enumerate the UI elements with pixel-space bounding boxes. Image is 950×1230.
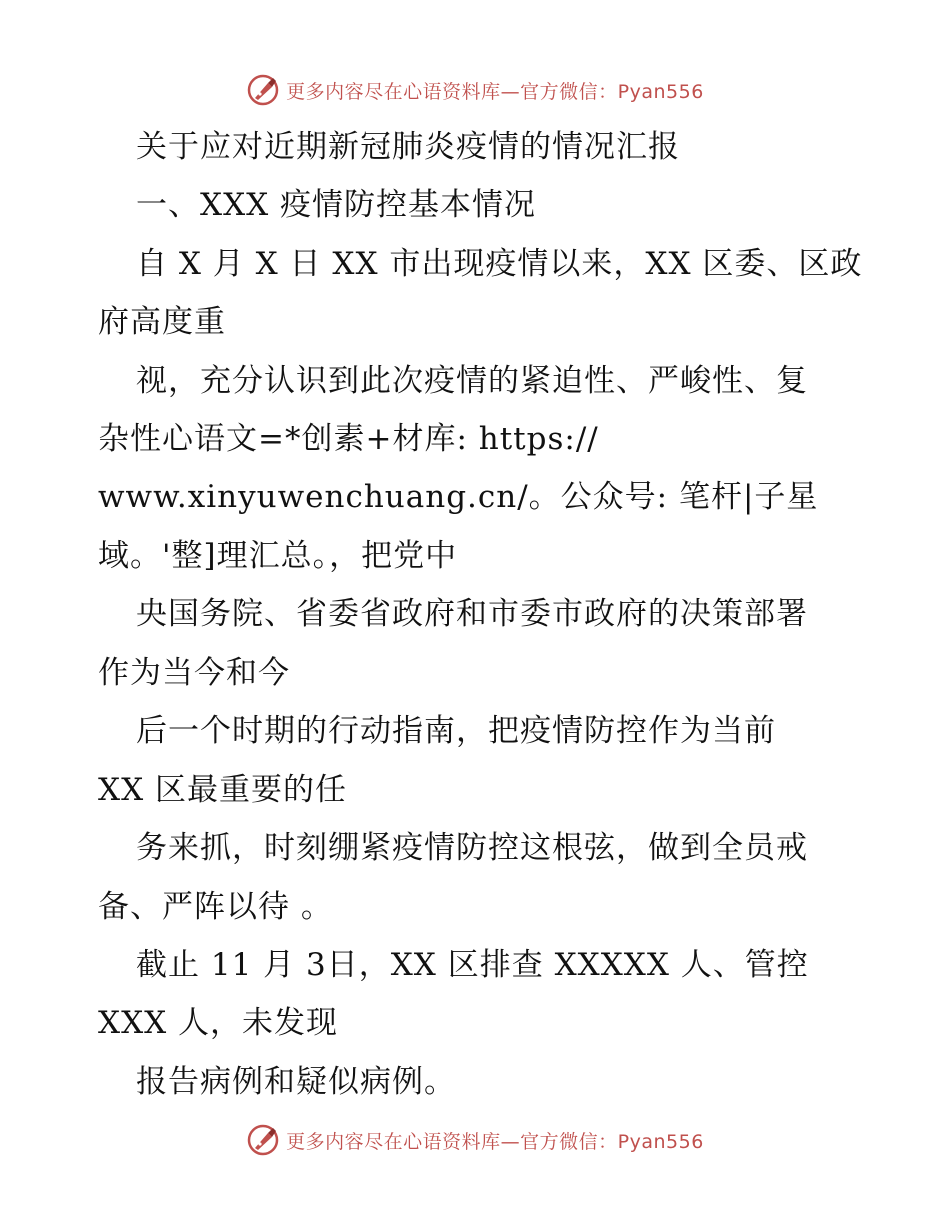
document-title: 关于应对近期新冠肺炎疫情的情况汇报: [136, 129, 680, 165]
paragraph-line: 视，充分认识到此次疫情的紧迫性、严峻性、复: [136, 363, 808, 399]
paragraph-line: 截止 11 月 3日，XX 区排查 XXXXX 人、管控: [136, 947, 809, 983]
paragraph-line: XX 区最重要的任: [98, 772, 347, 808]
footer-banner: [0, 1120, 950, 1160]
paragraph-line: 央国务院、省委省政府和市委市政府的决策部署: [136, 596, 808, 632]
paragraph-line: 务来抓，时刻绷紧疫情防控这根弦，做到全员戒: [136, 830, 808, 866]
pen-nib-logo-icon: [246, 1123, 280, 1157]
paragraph-line: www.xinyuwenchuang.cn/。公众号: 笔杆|子星: [98, 479, 819, 515]
paragraph-line: 后一个时期的行动指南，把疫情防控作为当前: [136, 713, 776, 749]
paragraph-line: XXX 人，未发现: [98, 1005, 339, 1041]
paragraph-line: 报告病例和疑似病例。: [136, 1064, 456, 1100]
paragraph-line: 杂性心语文=*创素+材库: https://: [98, 421, 599, 457]
paragraph-line: 府高度重: [98, 304, 226, 340]
header-banner-text: 更多内容尽在心语资料库—官方微信：Pyan556: [286, 80, 704, 103]
paragraph-line: 备、严阵以待 。: [98, 889, 333, 925]
paragraph-line: 域。'整]理汇总。，把党中: [98, 538, 458, 574]
paragraph-line: 自 X 月 X 日 XX 市出现疫情以来，XX 区委、区政: [136, 246, 863, 282]
footer-banner-text: 更多内容尽在心语资料库—官方微信：Pyan556: [286, 1130, 704, 1153]
paragraph-line: 作为当今和今: [98, 655, 290, 691]
section-heading: 一、XXX 疫情防控基本情况: [136, 187, 537, 223]
